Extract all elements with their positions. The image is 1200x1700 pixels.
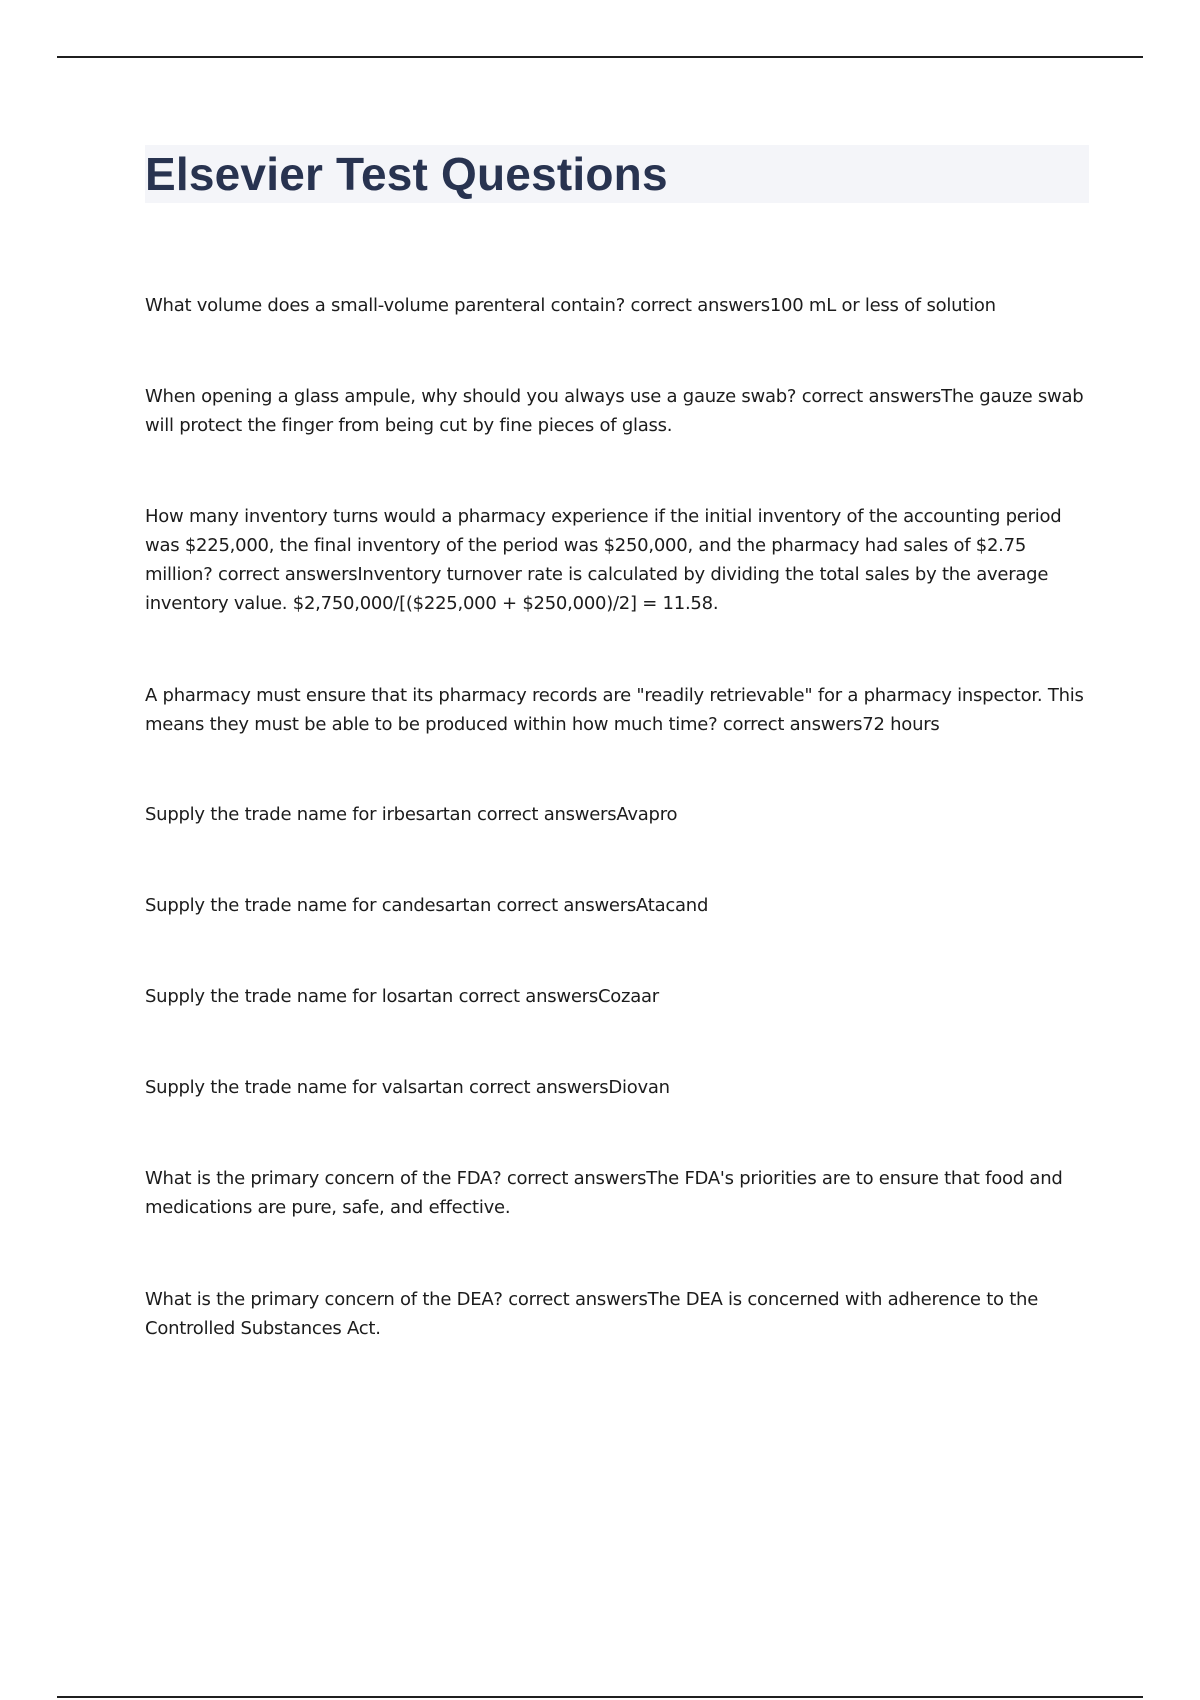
- title-banner: [145, 145, 1089, 203]
- qa-item-1: What volume does a small-volume parenteral contain? correct answers100 mL or less of solution: [145, 295, 996, 316]
- page-title: Elsevier Test Questions: [145, 148, 668, 200]
- qa-item-7: Supply the trade name for losartan correct answersCozaar: [145, 986, 659, 1007]
- qa-item-2: When opening a glass ampule, why should you always use a gauze swab? correct answersThe gauze swab will protect the finger from being cut by fine pieces of glass.: [145, 386, 1084, 436]
- top-divider: [57, 56, 1143, 58]
- qa-item-8: Supply the trade name for valsartan correct answersDiovan: [145, 1077, 670, 1098]
- qa-item-6: Supply the trade name for candesartan correct answersAtacand: [145, 895, 709, 916]
- qa-item-10: What is the primary concern of the DEA? correct answersThe DEA is concerned with adherence to the Controlled Substances Act.: [145, 1289, 1039, 1339]
- qa-item-4: A pharmacy must ensure that its pharmacy records are "readily retrievable" for a pharmacy inspector. This means they must be able to be produced within how much time? correct answers72 hours: [145, 685, 1084, 735]
- qa-item-3: How many inventory turns would a pharmacy experience if the initial inventory of the accounting period was $225,000, the final inventory of the period was $250,000, and the pharmacy had sales of $2.75 million? correct answersInventory turnover rate is calculated by dividing the total sales by the average inventory value. $2,750,000/[($225,000 + $250,000)/2] = 11.58.: [145, 506, 1062, 614]
- bottom-divider: [57, 1696, 1143, 1698]
- qa-item-5: Supply the trade name for irbesartan correct answersAvapro: [145, 804, 678, 825]
- qa-item-9: What is the primary concern of the FDA? correct answersThe FDA's priorities are to ensure that food and medications are pure, safe, and effective.: [145, 1168, 1063, 1218]
